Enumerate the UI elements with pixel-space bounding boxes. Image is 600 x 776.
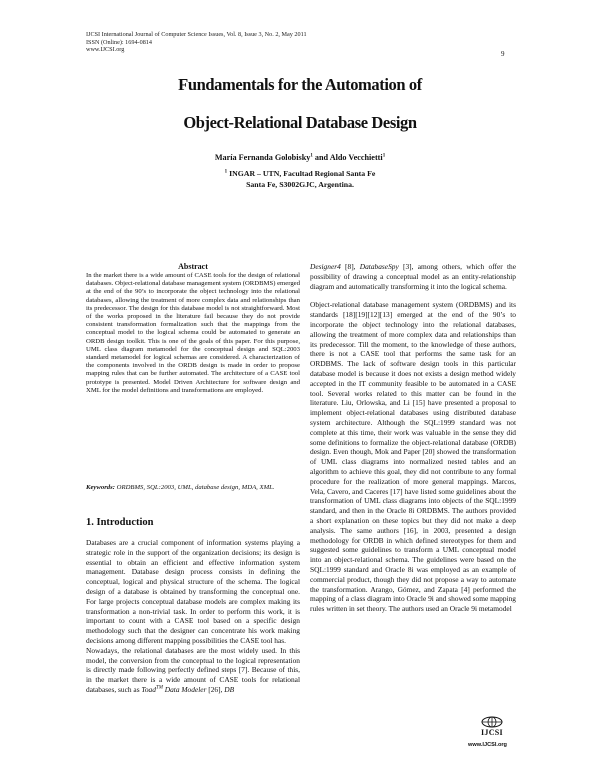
intro-paragraph-2	[86, 646, 300, 695]
logo-text: IJCSI	[481, 728, 503, 737]
author-separator: and	[312, 153, 330, 162]
right-paragraph-1	[310, 262, 516, 291]
affil-line-1: INGAR – UTN, Facultad Regional Santa Fe	[227, 169, 376, 178]
running-header	[86, 31, 307, 54]
journal-line: IJCSI International Journal of Computer Science Issues, Vol. 8, Issue 3, No. 2, May 2011	[86, 31, 307, 38]
keywords	[86, 484, 300, 492]
ref-8: [8],	[340, 262, 360, 271]
right-p1-text: [3], among others, which offer the possibility of drawing a conceptual model as an entity-relationship diagram and automatically transforming it into the logical schema.	[310, 262, 516, 291]
author-1: María Fernanda Golobisky	[214, 153, 311, 162]
section-heading-introduction: 1. Introduction	[86, 517, 154, 528]
right-paragraph-2: Object-relational database management system (ORDBMS) and its standards [18][19][12][13] emerged at the end of the 90’s to incorporate the object technology into the relational databases, allowing the treatment of more complex data and relationships than its predecessor. Till the moment, to the knowledge of these authors, there is not a CASE tool that performs the same task for an ORDBMS. The lack of software design tools in this particular database model is because it does not exists a design method widely accepted in the IT community feasible to be automated in a CASE tool. Several works related to this matter can be found in the literature. Liu, Orlowska, and Li [15] have presented a proposal to implement object-relational databases using distributed database system architecture. Although the SQL:1999 standard was not complete at this time, their work was valuable in the sense they did some definitions to formalize the object-relational database (ORDB) design. Even though, Mok and Paper [20] showed the transformation of UML class diagrams into normalized nested tables and an algorithm to achieve this goal, they did not contribute to any formal procedure for the realization of more general mappings. Marcos, Vela, Cavero, and Caceres [17] have listed some guidelines about the transformation of UML class diagrams into objects of the SQL:1999 standard, and then in the Oracle 8i ORDBMS. The authors provided a short explanation on these topics but they did not make a deep analysis. The same authors [16], in 2003, presented a design methodology for ORDB in which defined stereotypes for them and suggested some guidelines to transform a UML conceptual model into an object-relational schema. The guidelines were based on the SQL:1999 standard and Oracle 8i was employed as an example of commercial product, though they did not propose a way to automate the transformation. Arango, Gómez, and Zapata [4] performed the mapping of a class diagram into Oracle 9i and showed some mapping rules written in set theory. The authors used an Oracle 9i metamodel	[310, 300, 516, 614]
toad-suffix: Data Modeler	[162, 684, 207, 694]
intro-p2-ref: [26],	[206, 684, 225, 694]
site-line: www.IJCSI.org	[86, 46, 125, 54]
abstract-heading: Abstract	[178, 262, 208, 271]
ijcsi-logo	[464, 716, 520, 737]
keywords-label: Keywords:	[86, 484, 115, 491]
abstract-text: In the market there is a wide amount of CASE tools for the design of relational databases. Object-relational database management system (ORDBMS) emerged at the end of the 90’s to incorporate the object technology into the relational databases, allowing the treatment of more complex data and relationships than its predecessor. The design for this database model is not straightforward. Most of the works proposed in the literature fail because they do not provide consistent transformation formalization such that the mappings from the conceptual model to the logical schema could be automated to generate an ORDB design toolkit. This is one of the goals of this paper. For this purpose, UML class diagram metamodel for the conceptual design and SQL:2003 standard metamodel for logical schemas are considered. A characterization of the components involved in the ORDB design is made in order to propose mapping rules that can be further automated. The architecture of a CASE tool prototype is presented. Model Driven Architecture for software design and XML for the model definitions and transformations are employed.	[86, 272, 300, 394]
db-product: DB	[224, 684, 235, 694]
author-1-affil-mark: 1	[310, 153, 313, 159]
affiliation	[0, 169, 600, 190]
author-list	[0, 153, 600, 162]
issn-line: ISSN (Online): 1694-0814	[86, 38, 152, 46]
right-column-body	[310, 262, 516, 623]
toad-name: Toad	[141, 684, 156, 694]
intro-paragraph-1: Databases are a crucial component of information systems playing a strategic role in the support of the organization decisions; its design is essential to obtain an efficient and effective information system management. Database design process consists in defining the conceptual, logical and physical structure of the schema. The logical design of a database is obtained by transforming the conceptual one. For large projects conceptual database models are complex making its transformation a non-trivial task. In order to perform this work, it is important to count with a CASE tool based on a specific design methodology such that the designer can concentrate his work making decisions among different mapping possibilities the CASE tool has.	[86, 538, 300, 645]
footer-url: www.IJCSI.org	[468, 742, 507, 748]
author-2: Aldo Vecchietti	[329, 153, 383, 162]
paper-title-line-2: Object-Relational Database Design	[183, 113, 417, 132]
paper-title-line-1: Fundamentals for the Automation of	[178, 75, 422, 94]
toad-product	[141, 685, 206, 694]
introduction-body	[86, 538, 300, 695]
author-2-affil-mark: 1	[382, 153, 386, 159]
affil-line-2: Santa Fe, S3002GJC, Argentina.	[246, 179, 354, 189]
intro-p2-text: Nowadays, the relational databases are the most widely used. In this model, the conversion from the conceptual to the logical representation is directly made following perfectly defined steps [7]. Because of this, in the market there is a wide amount of CASE tools for relational databases, such as	[86, 645, 300, 694]
keywords-list: ORDBMS, SQL:2003, UML, database design, MDA, XML.	[114, 484, 275, 491]
designer4-product: Designer4	[310, 262, 341, 271]
toad-tm: TM	[155, 685, 163, 691]
page-number: 9	[501, 50, 505, 58]
databasespy-product: DatabaseSpy	[359, 262, 399, 271]
globe-icon	[479, 716, 505, 728]
affil-mark: 1	[224, 169, 228, 175]
